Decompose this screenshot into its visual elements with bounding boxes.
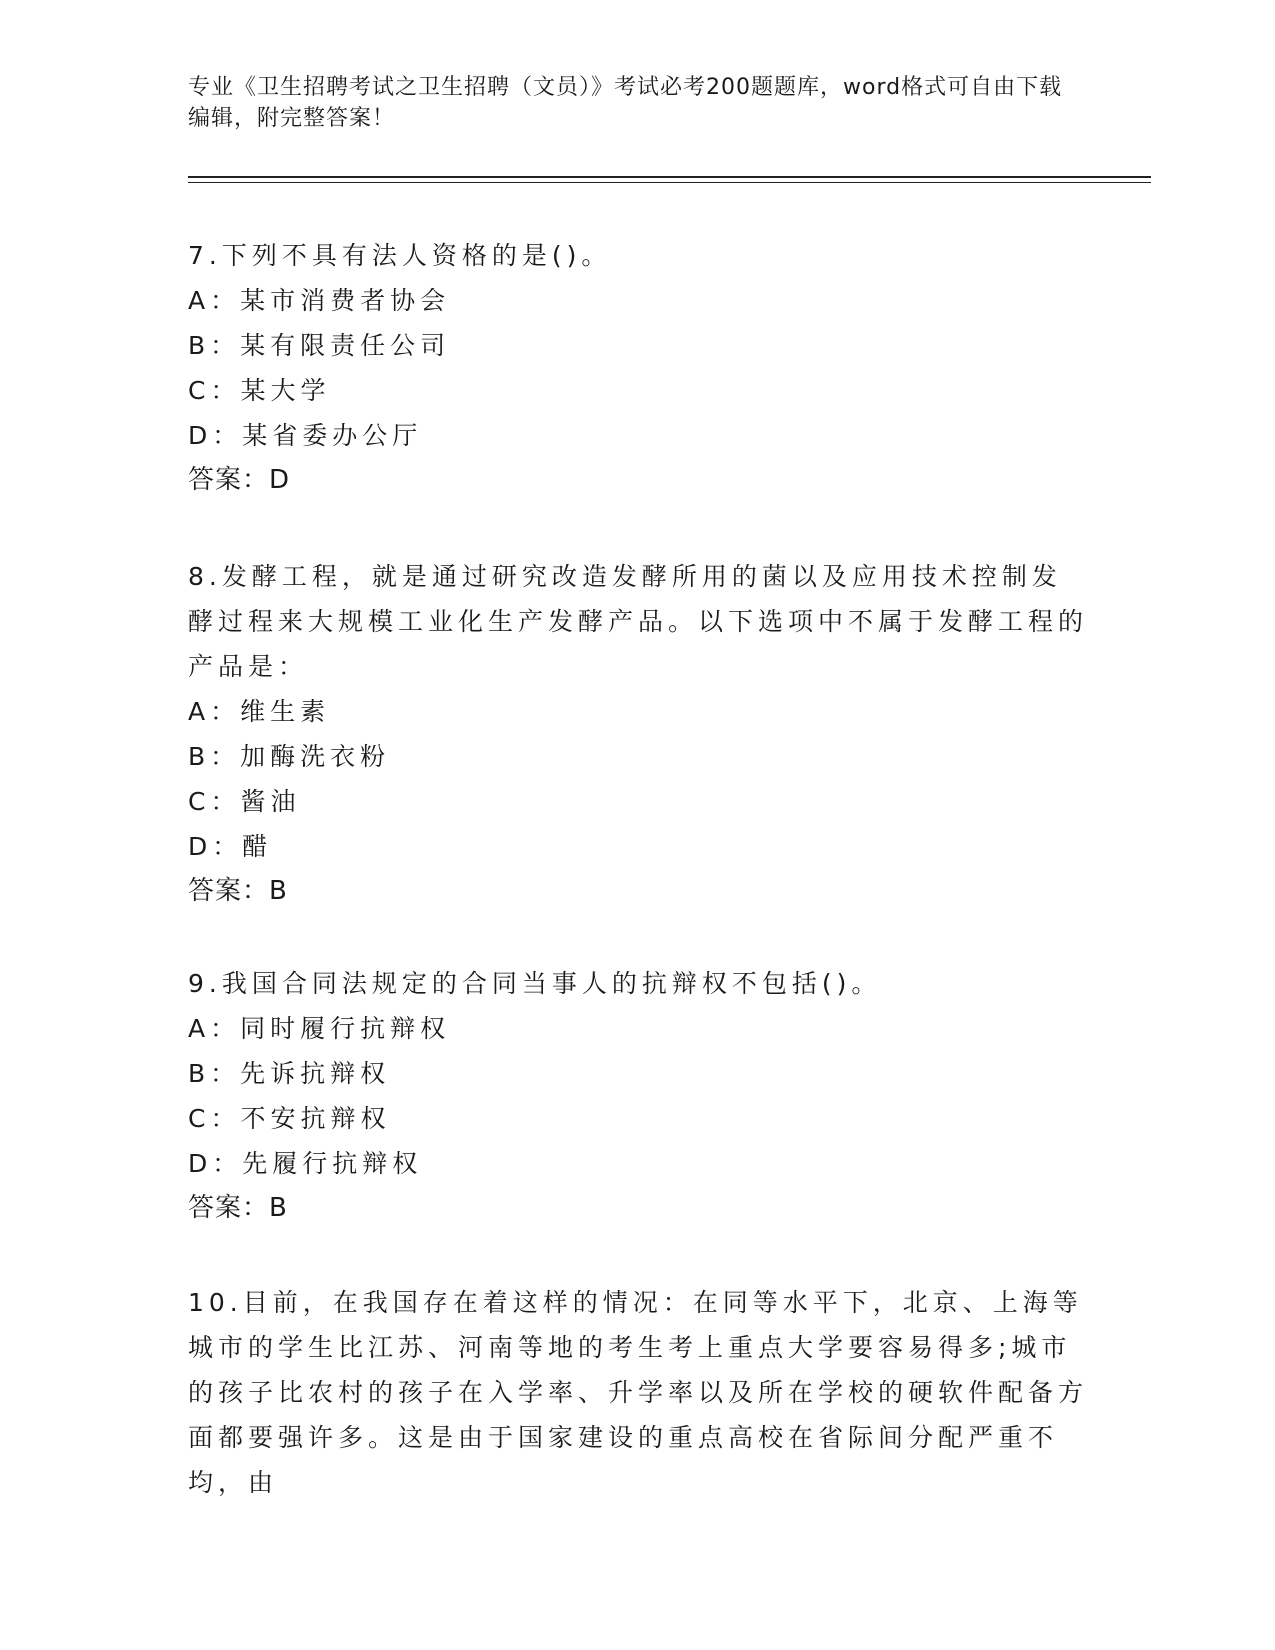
option-b: B：先诉抗辩权 [188,1059,391,1088]
option-b: B：加酶洗衣粉 [188,742,391,771]
question-stem: 8.发酵工程，就是通过研究改造发酵所用的菌以及应用技术控制发酵过程来大规模工业化生产发酵产品。以下选项中不属于发酵工程的产品是： [188,562,1089,681]
option-a: A：维生素 [188,697,331,726]
question-stem: 7.下列不具有法人资格的是()。 [188,241,612,270]
question-8 [188,554,1088,914]
question-stem: 9.我国合同法规定的合同当事人的抗辩权不包括()。 [188,969,882,998]
question-stem: 10.目前，在我国存在着这样的情况：在同等水平下，北京、上海等城市的学生比江苏、河南等地的考生考上重点大学要容易得多;城市的孩子比农村的孩子在入学率、升学率以及所在学校的硬软件配备方面都要强许多。这是由于国家建设的重点高校在省际间分配严重不均，由 [188,1288,1089,1497]
answer: 答案：D [188,465,291,495]
option-a: A：某市消费者协会 [188,286,451,315]
answer: 答案：B [188,1193,288,1223]
option-c: C：不安抗辩权 [188,1104,391,1133]
option-d: D：醋 [188,832,273,861]
option-c: C：某大学 [188,376,331,405]
option-b: B：某有限责任公司 [188,331,451,360]
question-9 [188,961,1088,1231]
option-a: A：同时履行抗辩权 [188,1014,451,1043]
option-d: D：某省委办公厅 [188,421,423,450]
option-c: C：酱油 [188,787,301,816]
header-divider-thick [188,176,1151,178]
header-divider-thin [188,182,1151,183]
option-d: D：先履行抗辩权 [188,1149,423,1178]
answer: 答案：B [188,876,288,906]
question-7 [188,233,1088,503]
document-header: 专业《卫生招聘考试之卫生招聘（文员）》考试必考200题题库，word格式可自由下载编辑，附完整答案！ [188,75,1063,131]
question-10 [188,1280,1088,1505]
